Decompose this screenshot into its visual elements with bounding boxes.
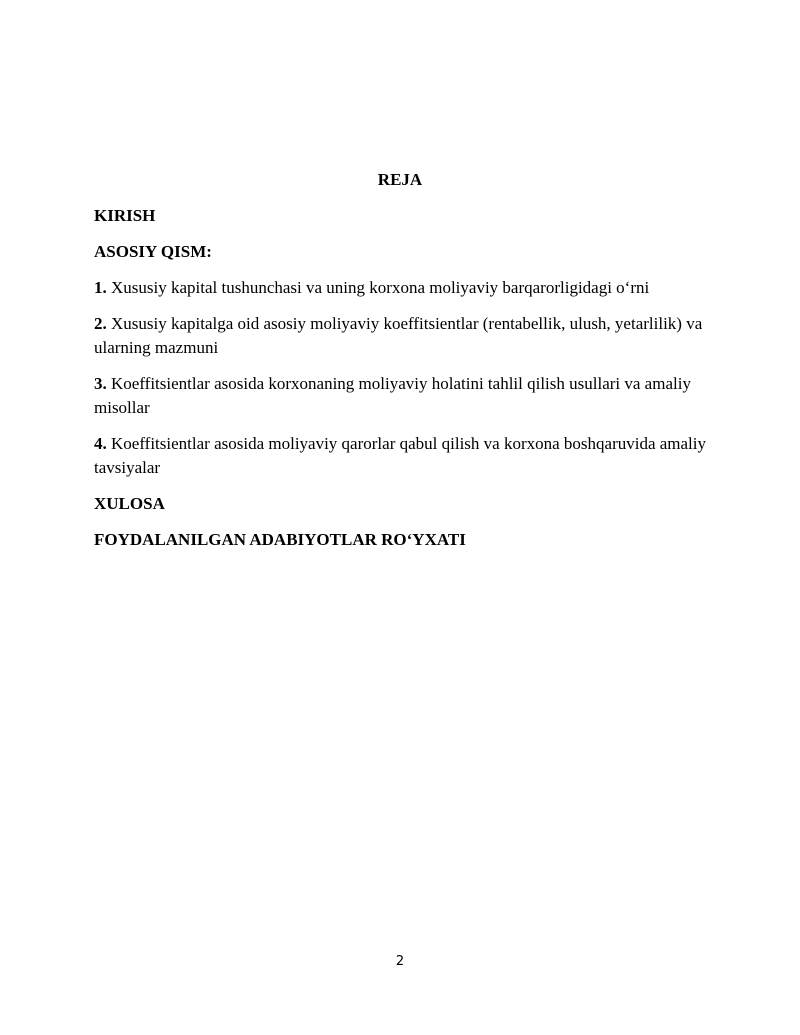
intro-heading: KIRISH bbox=[94, 206, 156, 225]
plan-item-text: Koeffitsientlar asosida korxonaning moliyaviy holatini tahlil qilish usullari va amaliy misollar bbox=[94, 374, 691, 417]
plan-item-text: Xususiy kapitalga oid asosiy moliyaviy koeffitsientlar (rentabellik, ulush, yetarlilik) va ularning mazmuni bbox=[94, 314, 703, 357]
references-heading: FOYDALANILGAN ADABIYOTLAR RO‘YXATI bbox=[94, 530, 466, 549]
plan-item-4 bbox=[94, 432, 706, 480]
conclusion-heading: XULOSA bbox=[94, 494, 165, 513]
plan-item-2 bbox=[94, 312, 706, 360]
plan-item-number: 1. bbox=[94, 278, 107, 297]
plan-title: REJA bbox=[377, 170, 423, 189]
plan-item-number: 2. bbox=[94, 314, 107, 333]
plan-item-number: 3. bbox=[94, 374, 107, 393]
main-part-heading: ASOSIY QISM: bbox=[94, 242, 212, 261]
plan-item-1 bbox=[94, 276, 706, 300]
plan-item-3 bbox=[94, 372, 706, 420]
table-of-contents bbox=[94, 168, 706, 564]
page-number: 2 bbox=[395, 954, 405, 969]
plan-item-number: 4. bbox=[94, 434, 107, 453]
plan-item-text: Xususiy kapital tushunchasi va uning korxona moliyaviy barqarorligidagi o‘rni bbox=[106, 278, 650, 297]
plan-item-text: Koeffitsientlar asosida moliyaviy qarorlar qabul qilish va korxona boshqaruvida amaliy tavsiyalar bbox=[94, 434, 707, 477]
